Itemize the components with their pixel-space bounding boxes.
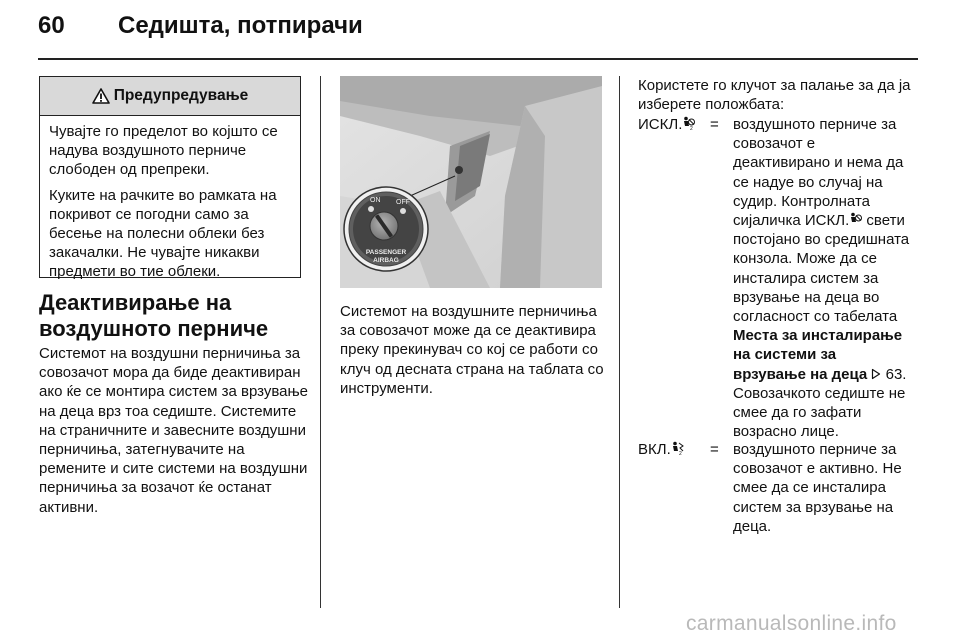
selection-intro: Користете го клучот за палање за да ја изберете положбата: [638,77,911,114]
airbag-switch-illustration [340,76,602,288]
equals-sign: = [710,116,719,133]
switch-label-line2: AIRBAG [373,257,399,264]
warning-title: Предупредување [113,87,249,104]
off-description-cont: свети постојано во средишната конзола. Може да се инсталира систем за врзување на деца во согласност со табелата [733,212,910,326]
column-divider [320,76,321,608]
illustration-caption: Системот на воздушните перничиња за совозачот може да се деактивира преку прекинувач со кој се работи со клуч од десната страна на таблата со инструменти. [340,303,604,397]
warning-paragraph: Чувајте го пределот во којшто се надува воздушното перниче слободен од препреки. [49,123,278,178]
section-heading: Деактивирање на воздушното перниче [39,290,269,341]
off-switch-label: OFF [396,199,410,206]
page-number: 60 [38,12,65,39]
section-body: Системот на воздушни перничиња за совозачот мора да биде деактивиран ако ќе се монтира систем за врзување на деца врз тоа седиште. Системите на страничните и завесните воздушни перничиња, затегнувачите на ремените и сите системи на воздушни перничиња за возачот ќе останат активни. [39,345,309,516]
svg-text:2: 2 [678,451,682,455]
warning-box [39,76,301,278]
warning-paragraph: Куките на рачките во рамката на покривот се погодни само за бесење на полесни облеки без закачалки. Не чувајте никакви предмети во тие облеки. [49,187,277,280]
column-divider [619,76,620,608]
cross-reference-link[interactable]: Места за инсталирање на системи за врзување на деца [733,327,903,383]
warning-header [40,77,300,116]
equals-sign: = [710,441,719,458]
off-description: воздушното перниче за совозачот е деактивирано и нема да се надуе во случај на судир. Контролната сијаличка ИСКЛ. [733,116,904,230]
position-key: ИСКЛ. [638,116,683,133]
warning-triangle-icon [92,88,110,104]
on-description: воздушното перниче за совозачот е активно. Не смее да се инсталира систем за врзување на деца. [733,441,902,535]
on-switch-label: ON [370,197,381,204]
page-header [0,0,960,58]
svg-text:2: 2 [690,126,694,130]
switch-label-line1: PASSENGER [365,249,407,256]
airbag-off-icon [682,116,695,130]
header-rule [38,58,918,60]
off-note: Совозачкото седиште не смее да го зафати возрасно лице. [733,384,906,441]
page-reference[interactable]: 63. [881,365,907,383]
watermark: carmanualsonline.info [686,612,897,635]
position-key: ВКЛ. [638,441,671,458]
page-title: Седишта, потпирачи [118,12,363,39]
airbag-on-icon [671,441,684,455]
airbag-off-icon [849,212,862,226]
page-reference-arrow-icon [871,368,881,380]
